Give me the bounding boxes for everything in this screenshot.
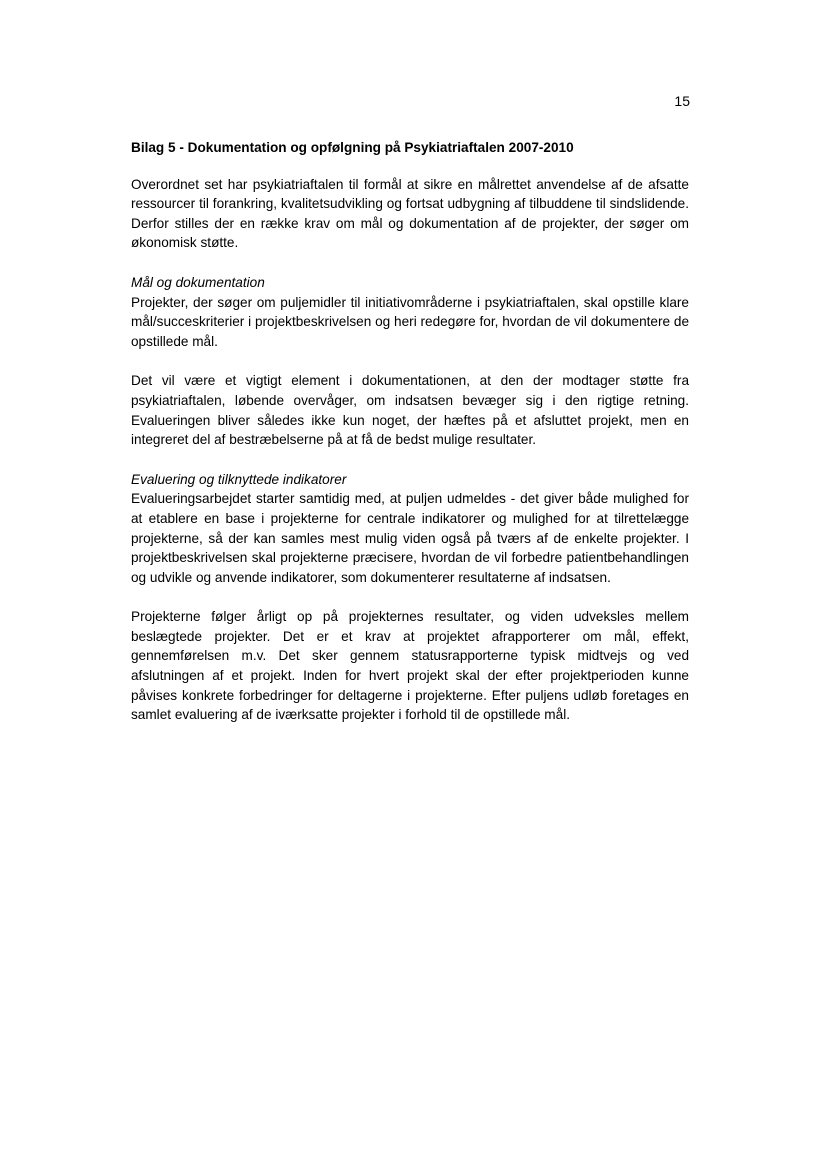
- intro-paragraph: Overordnet set har psykiatriaftalen til formål at sikre en målrettet anvendelse af de afsatte ressourcer til forankring, kvalitetsudvikling og fortsat udbygning af tilbuddene til sindslidende. Derfor stilles der en række krav om mål og dokumentation af de projekter, der søger om økonomisk støtte.: [131, 176, 689, 251]
- section-heading: Evaluering og tilknyttede indikatorer: [131, 471, 347, 487]
- section-heading: Mål og dokumentation: [131, 274, 265, 290]
- document-body: [131, 138, 689, 745]
- document-title: Bilag 5 - Dokumentation og opfølgning på Psykiatriaftalen 2007-2010: [131, 140, 574, 155]
- section-paragraph: Projekterne følger årligt op på projekternes resultater, og viden udveksles mellem beslægtede projekter. Det er et krav at projektet afrapporterer om mål, effekt, gennemførelsen m.v. Det sker gennem statusrapporterne typisk midtvejs og ved afslutningen af et projekt. Inden for hvert projekt skal der efter projektperioden kunne påvises konkrete forbedringer for deltagerne i projekterne. Efter puljens udløb foretages en samlet evaluering af de iværksatte projekter i forhold til de opstillede mål.: [131, 609, 689, 723]
- section-evaluering: [131, 470, 689, 725]
- section-paragraph: Det vil være et vigtigt element i dokumentationen, at den der modtager støtte fra psykiatriaftalen, løbende overvåger, om indsatsen bevæger sig i den rigtige retning. Evalueringen bliver således ikke kun noget, der hæftes på et afsluttet projekt, men en integreret del af bestræbelserne på at få de bedst mulige resultater.: [131, 373, 689, 448]
- section-paragraph: Projekter, der søger om puljemidler til initiativområderne i psykiatriaftalen, skal opstille klare mål/succeskriterier i projektbeskrivelsen og heri redegøre for, hvordan de vil dokumentere de opstillede mål.: [131, 294, 689, 349]
- section-paragraph: Evalueringsarbejdet starter samtidig med, at puljen udmeldes - det giver både mulighed for at etablere en base i projekterne for centrale indikatorer og mulighed for at tilrettelægge projekterne, så der kan samles mest mulig viden også på tværs af de enkelte projekter. I projektbeskrivelsen skal projekterne præcisere, hvordan de vil forbedre patientbehandlingen og udvikle og anvende indikatorer, som dokumenterer resultaterne af indsatsen.: [131, 491, 689, 585]
- page-number: 15: [674, 93, 690, 109]
- section-maal-og-dokumentation: [131, 273, 689, 450]
